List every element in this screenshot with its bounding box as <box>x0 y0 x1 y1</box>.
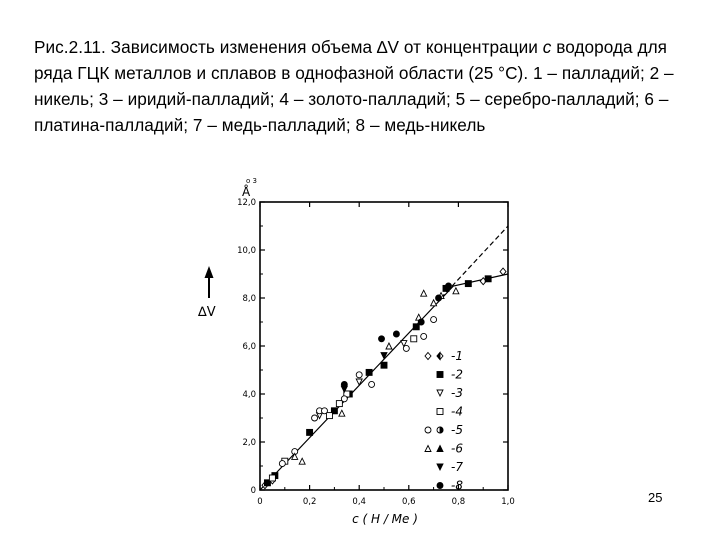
legend-label: -7 <box>451 460 463 474</box>
x-tick-label: 0,4 <box>352 497 366 507</box>
data-point-series-4 <box>411 336 417 342</box>
data-point-series-5 <box>321 408 327 414</box>
legend-label: -2 <box>451 367 463 382</box>
x-tick-label: 1,0 <box>501 497 515 507</box>
data-point-series-8 <box>379 336 385 342</box>
legend-marker-1 <box>437 353 443 360</box>
y-axis-label: ∆V <box>198 305 216 320</box>
x-tick-label: 0 <box>257 497 263 507</box>
legend-marker-3 <box>437 390 443 396</box>
axis-labels <box>197 177 418 526</box>
concentration-variable: с <box>542 37 552 57</box>
data-point-series-2 <box>381 362 387 368</box>
legend-label: -5 <box>451 423 463 437</box>
data-point-series-3 <box>356 379 362 385</box>
data-point-series-6 <box>299 458 305 464</box>
data-point-series-6 <box>386 343 392 349</box>
data-point-series-5 <box>279 461 285 467</box>
data-point-series-5 <box>403 345 409 351</box>
data-point-series-5 <box>369 381 375 387</box>
legend-marker-5 <box>425 427 431 433</box>
page-number: 25 <box>648 490 663 505</box>
data-point-series-2 <box>485 276 491 282</box>
y-tick-label: 0 <box>250 486 256 496</box>
data-point-series-5 <box>341 396 347 402</box>
data-point-series-8 <box>445 283 451 289</box>
x-tick-label: 0,6 <box>402 497 416 507</box>
legend-marker-8 <box>437 483 443 489</box>
data-point-series-4 <box>326 413 332 419</box>
x-tick-label: 0,2 <box>302 497 317 507</box>
y-axis-arrow-head <box>205 266 214 278</box>
data-point-series-4 <box>336 401 342 407</box>
legend-marker-5 <box>437 427 443 433</box>
legend-marker-6 <box>437 446 443 452</box>
y-tick-label: 8,0 <box>242 294 256 304</box>
y-unit-ring: о 3 <box>246 177 257 185</box>
data-point-series-5 <box>312 415 318 421</box>
data-point-series-4 <box>269 475 275 481</box>
data-point-series-2 <box>465 281 471 287</box>
data-point-series-8 <box>341 381 347 387</box>
data-point-series-6 <box>453 288 459 294</box>
data-point-series-6 <box>431 300 437 306</box>
legend-marker-7 <box>437 464 443 470</box>
x-tick-label: 0,8 <box>451 497 466 507</box>
data-point-series-5 <box>356 372 362 378</box>
legend-marker-6 <box>425 446 431 452</box>
volume-change-chart <box>195 170 525 530</box>
data-point-series-8 <box>393 331 399 337</box>
legend-marker-1 <box>425 353 431 360</box>
chart-legend <box>425 349 463 493</box>
y-tick-label: 4,0 <box>242 390 256 400</box>
y-tick-label: 12,0 <box>237 198 256 208</box>
y-unit-label: Å <box>242 185 251 199</box>
legend-label: -3 <box>451 386 463 400</box>
chart-axes <box>260 202 508 490</box>
delta-symbol: ∆ <box>376 37 388 57</box>
legend-marker-2 <box>437 372 443 378</box>
x-axis-label: с ( Н / Ме ) <box>352 512 418 526</box>
legend-label: -8 <box>451 478 463 493</box>
data-point-series-2 <box>366 369 372 375</box>
data-point-series-6 <box>421 290 427 296</box>
legend-label: -4 <box>451 404 463 419</box>
legend-marker-4 <box>437 409 443 415</box>
data-point-series-8 <box>436 295 442 301</box>
y-tick-label: 6,0 <box>242 342 256 352</box>
caption-lead: Рис.2.11. Зависимость изменения объема <box>34 37 377 57</box>
data-point-series-8 <box>418 319 424 325</box>
y-tick-label: 10,0 <box>237 246 256 256</box>
data-point-series-6 <box>339 410 345 416</box>
data-point-series-2 <box>413 324 419 330</box>
data-point-series-5 <box>421 333 427 339</box>
figure-caption <box>34 34 684 138</box>
data-point-series-2 <box>307 429 313 435</box>
caption-volume: V от концентрации <box>387 37 543 57</box>
legend-label: -6 <box>451 441 463 456</box>
data-points <box>262 268 506 489</box>
plot-frame <box>260 202 508 490</box>
chart-ticks <box>237 198 515 507</box>
caption-legend-text: водорода для ряда ГЦК металлов и сплавов в однофазной области (25 °С). 1 – палладий; 2 – никель; 3 – иридий-палладий; 4 – золото-палладий; 5 – серебро-палладий; 6 – платина-палладий; 7 – медь-палладий; 8 – медь-никель <box>34 37 674 135</box>
legend-label: -1 <box>451 349 463 363</box>
y-tick-label: 2,0 <box>242 438 256 448</box>
data-point-series-5 <box>431 317 437 323</box>
